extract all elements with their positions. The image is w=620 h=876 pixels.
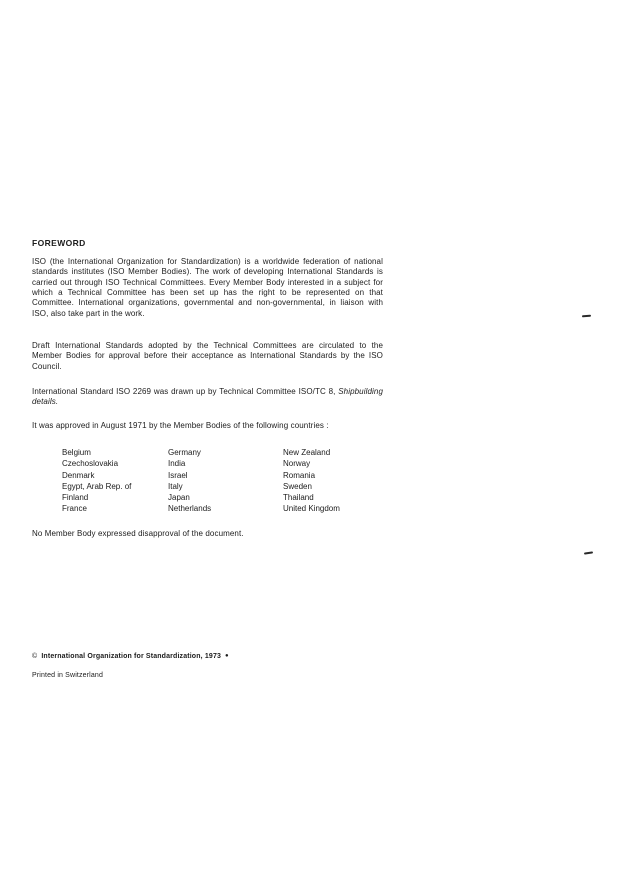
country-item: Japan: [168, 493, 190, 503]
country-item: India: [168, 459, 186, 469]
paragraph-draft-standards: Draft International Standards adopted by the Technical Committees are circulated to the Member Bodies for approval before their acceptance as International Standards by the ISO Council.: [32, 341, 383, 371]
copyright-symbol: ©: [32, 653, 38, 660]
country-item: Italy: [168, 481, 183, 491]
copyright-text: International Organization for Standardization, 1973: [41, 653, 222, 660]
country-item: Sweden: [283, 481, 312, 491]
country-item: Egypt, Arab Rep. of: [62, 481, 132, 491]
bullet-icon: ●: [225, 653, 229, 659]
country-item: France: [62, 504, 87, 514]
countries-list: [62, 447, 392, 517]
country-item: Belgium: [62, 448, 91, 457]
copyright-line: [32, 653, 229, 660]
scan-artifact-mark: [582, 315, 591, 318]
country-item: Germany: [168, 448, 201, 457]
country-item: New Zealand: [283, 448, 331, 457]
country-item: Israel: [168, 470, 188, 480]
country-item: Netherlands: [168, 504, 212, 514]
country-column-1: [62, 447, 131, 515]
foreword-heading-text: FOREWORD: [32, 238, 86, 248]
paragraph-standard-origin: [32, 387, 383, 408]
scan-artifact-mark: [584, 551, 593, 554]
foreword-heading: [32, 238, 86, 248]
committee-title-italic: Shipbuilding details.: [32, 387, 383, 407]
country-item: Denmark: [62, 470, 95, 480]
country-item: Romania: [283, 470, 316, 480]
country-item: United Kingdom: [283, 504, 340, 514]
printed-in-line: Printed in Switzerland: [32, 672, 103, 679]
paragraph-iso-description: ISO (the International Organization for Standardization) is a worldwide federation of national standards institutes (ISO Member Bodies). The work of developing International Standards is carried out through ISO Technical Committees. Every Member Body interested in a subject for which a Technical Committee has been set up has the right to be represented on that Committee. International organizations, governmental and non-governmental, in liaison with ISO, also take part in the work.: [32, 257, 383, 318]
paragraph-approval: It was approved in August 1971 by the Member Bodies of the following countries :: [32, 421, 329, 430]
paragraph-no-disapproval: No Member Body expressed disapproval of the document.: [32, 529, 244, 538]
country-item: Czechoslovakia: [62, 459, 119, 469]
country-column-3: [283, 447, 340, 515]
country-column-2: [168, 447, 211, 515]
country-item: Thailand: [283, 493, 314, 503]
country-item: Finland: [62, 493, 89, 503]
country-item: Norway: [283, 459, 311, 469]
standard-origin-text: International Standard ISO 2269 was drawn up by Technical Committee ISO/TC 8,: [32, 387, 339, 396]
